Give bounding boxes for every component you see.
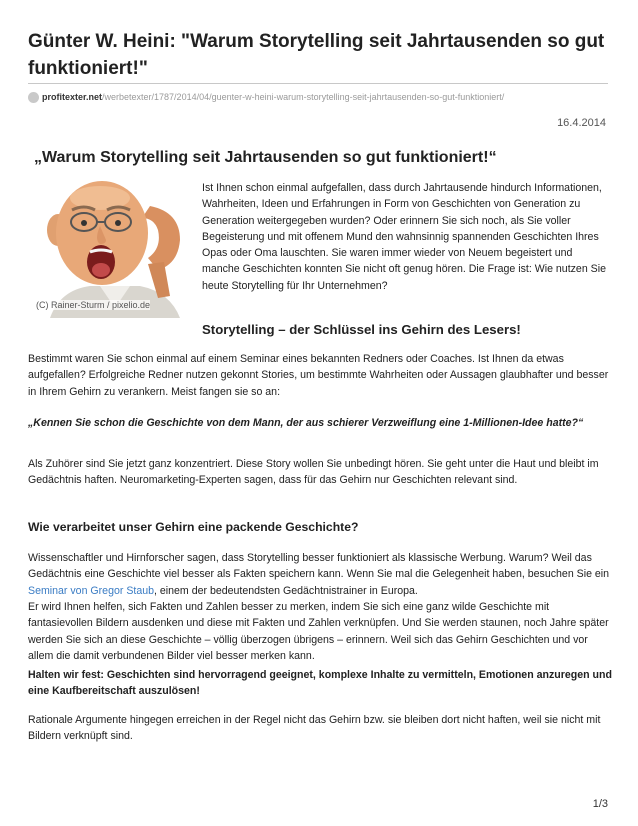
emphasis-paragraph: Halten wir fest: Geschichten sind hervorragend geeignet, komplexe Inhalte zu vermitteln, Emotionen anzuregen und eine Kaufbereitschaft auszulösen! — [28, 669, 612, 698]
paragraph-memory: Er wird Ihnen helfen, sich Fakten und Zahlen besser zu merken, indem Sie sich eine ganz wilde Geschichte mit fantasievollen Bildern ausdenken und diese mit Fakten und Zahlen verknüpfen. Und Sie werden staunen, noch Jahre später werden Sie sich an diese Geschichte – völlig überzogen übrigens – erinnern. Weil sich das Gehirn Geschichten und vor allem die damit verbundenen Bilder viel besser merken kann. — [28, 601, 609, 662]
article-photo — [30, 178, 190, 318]
title-divider — [28, 83, 608, 84]
subheading-brain: Wie verarbeitet unser Gehirn eine packende Geschichte? — [28, 520, 359, 534]
document-title: Günter W. Heini: "Warum Storytelling seit Jahrtausenden so gut funktioniert!" — [28, 31, 605, 79]
photo-man-shouting — [30, 178, 190, 318]
photo-credit: (C) Rainer-Sturm / pixelio.de — [36, 300, 151, 310]
paragraph-listener: Als Zuhörer sind Sie jetzt ganz konzentriert. Diese Story wollen Sie unbedingt hören. Sie geht unter die Haut und bleibt im Gedächtnis haften. Neuromarketing-Experten sagen, dass für das Gehirn nur Geschichten relevant sind. — [28, 458, 599, 487]
paragraph-science-text-end: , einem der bedeutendsten Gedächtnistrainer in Europa. — [154, 584, 418, 597]
globe-icon — [28, 92, 39, 103]
seminar-link[interactable]: Seminar von Gregor Staub — [28, 584, 155, 597]
paragraph-seminar: Bestimmt waren Sie schon einmal auf einem Seminar eines bekannten Redners oder Coaches. Ist Ihnen da etwas aufgefallen? Erfolgreiche Redner nutzen gekonnt Stories, um bestimmte Wahrheiten oder Aussagen glaubhafter und besser in Ihrem Gehirn zu verankern. Meist fangen sie so an: — [28, 353, 609, 398]
subheading-storytelling: Storytelling – der Schlüssel ins Gehirn des Lesers! — [202, 322, 521, 337]
page-number: 1/3 — [592, 798, 608, 810]
paragraph-science — [28, 550, 613, 599]
source-line — [28, 90, 618, 104]
article-title: „Warum Storytelling seit Jahrtausenden so gut funktioniert!“ — [34, 149, 497, 166]
publication-date: 16.4.2014 — [557, 117, 606, 129]
source-path[interactable]: /werbetexter/1787/2014/04/guenter-w-heini-warum-storytelling-seit-jahrtausenden-so-gut-funktioniert/ — [102, 92, 505, 102]
source-domain[interactable]: profitexter.net — [42, 92, 103, 102]
paragraph-science-text: Wissenschaftler und Hirnforscher sagen, dass Storytelling besser funktioniert als klassische Werbung. Warum? Weil das Gedächtnis eine Geschichte viel besser als Fakten speichern kann. Wenn Sie mal die Gelegenheit haben, besuchen Sie ein — [28, 552, 610, 581]
intro-paragraph: Ist Ihnen schon einmal aufgefallen, dass durch Jahrtausende hindurch Informationen, Wahrheiten, Ideen und Erfahrungen in Form von Geschichten von Generation zu Generation weitergegeben wurden? Oder erinnern Sie sich noch, als Sie voller Begeisterung und mit offenem Mund den wahnsinnig spannenden Geschichten Ihres Opas oder Oma lauschten. Sie waren immer wieder von Neuem begeistert und manche Geschichten konnten Sie nicht oft genug hören. Die Frage ist: Wie nutzen Sie heute Storytelling für Ihr Unternehmen? — [202, 182, 606, 292]
paragraph-rational: Rationale Argumente hingegen erreichen in der Regel nicht das Gehirn bzw. sie bleiben dort nicht haften, weil sie nicht mit Bildern verknüpft sind. — [28, 714, 601, 743]
quote-paragraph: „Kennen Sie schon die Geschichte von dem Mann, der aus schierer Verzweiflung eine 1-Millionen-Idee hatte?“ — [28, 417, 584, 429]
